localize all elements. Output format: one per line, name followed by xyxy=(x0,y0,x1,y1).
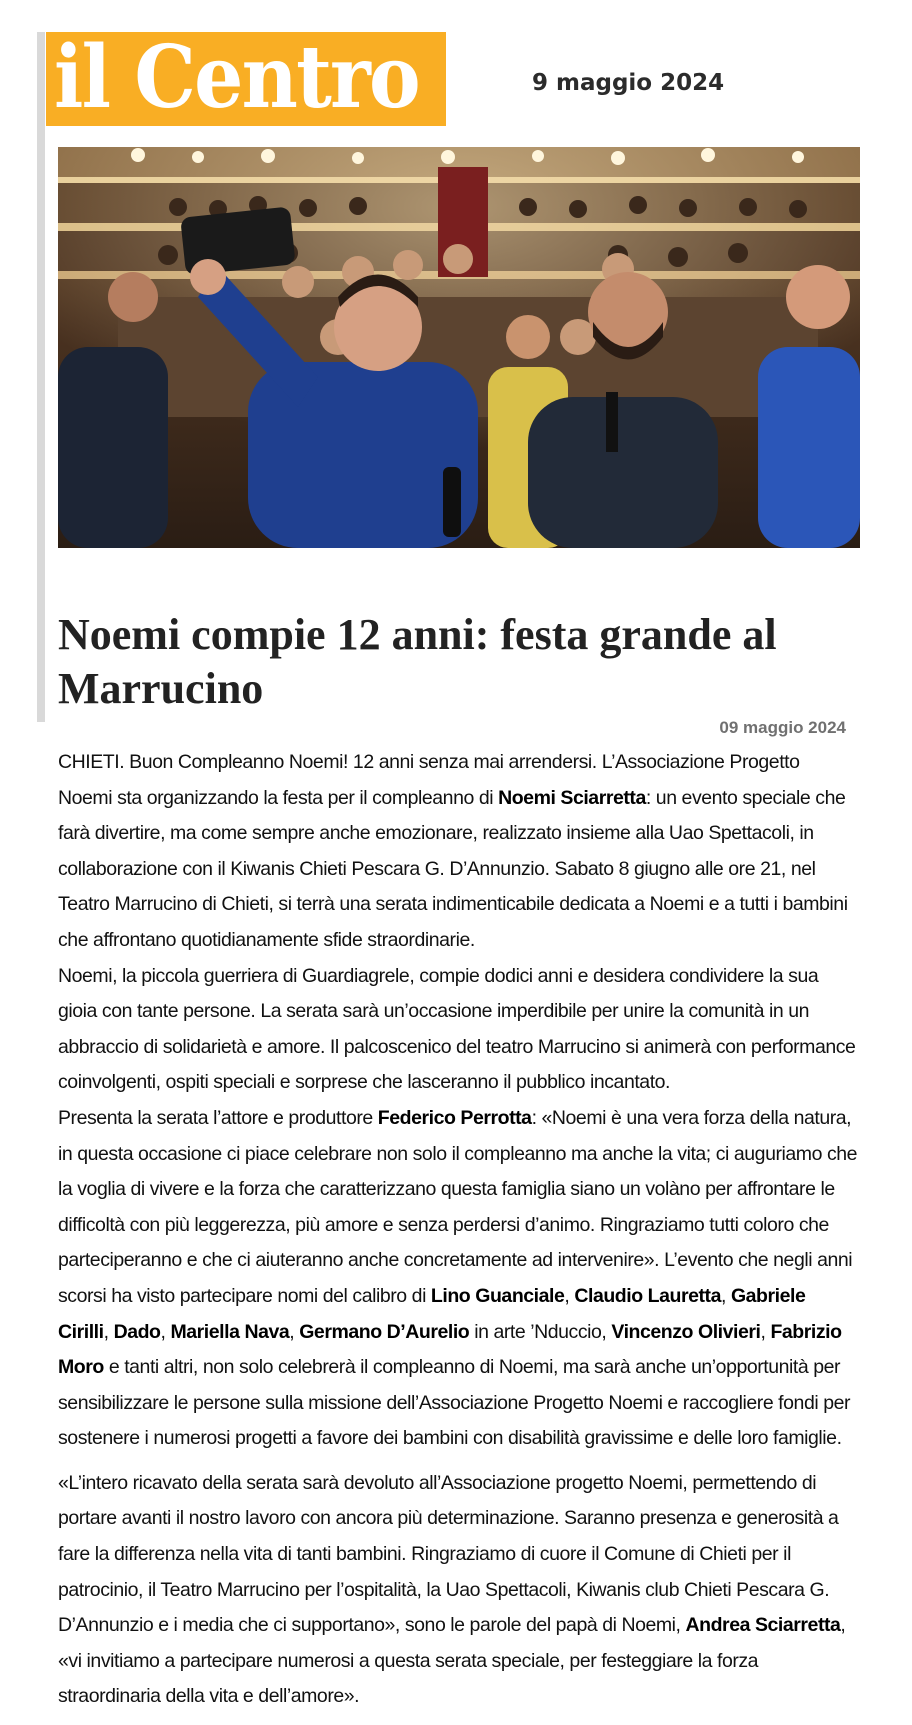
person-name: Vincenzo Olivieri xyxy=(611,1320,761,1343)
person-name: Claudio Lauretta xyxy=(574,1284,721,1307)
header-date: 9 maggio 2024 xyxy=(532,70,725,96)
person-name: Dado xyxy=(113,1320,161,1343)
side-rule xyxy=(37,32,45,722)
paragraph-text: : un evento speciale che farà divertire, ma come sempre anche emozionare, realizzato insieme alla Uao Spettacoli, in collaborazione con il Kiwanis Chieti Pescara G. D’Annunzio. Sabato 8 giugno alle ore 21, nel Teatro Marrucino di Chieti, si terrà una serata indimenticabile dedicata a Noemi e a tutti i bambini che affrontano quotidianamente sfide straordinarie. xyxy=(58,786,848,951)
article-paragraph xyxy=(58,959,858,1101)
newspaper-logo[interactable] xyxy=(46,32,446,126)
logo-text: il Centro xyxy=(54,32,419,126)
paragraph-text: , xyxy=(160,1320,171,1343)
paragraph-text: Presenta la serata l’attore e produttore xyxy=(58,1106,378,1129)
article-paragraph xyxy=(58,1101,858,1457)
article-photo xyxy=(58,147,860,548)
paragraph-text: , xyxy=(760,1320,771,1343)
article-date: 09 maggio 2024 xyxy=(719,718,846,737)
article-headline: Noemi compie 12 anni: festa grande al Marrucino xyxy=(58,610,777,713)
paragraph-text: , xyxy=(103,1320,114,1343)
paragraph-text: , xyxy=(289,1320,300,1343)
person-name: Germano D’Aurelio xyxy=(299,1320,470,1343)
article-paragraph xyxy=(58,1466,858,1715)
paragraph-text: Noemi, la piccola guerriera di Guardiagrele, compie dodici anni e desidera condividere la sua gioia con tante persone. La serata sarà un’occasione imperdibile per unire la comunità in un abbraccio di solidarietà e amore. Il palcoscenico del teatro Marrucino si animerà con performance coinvolgenti, ospiti speciali e sorprese che lasceranno il pubblico incantato. xyxy=(58,964,856,1094)
person-name: Federico Perrotta xyxy=(377,1106,532,1129)
person-name: Lino Guanciale xyxy=(430,1284,565,1307)
person-name: Noemi Sciarretta xyxy=(498,786,646,809)
person-name: Mariella Nava xyxy=(170,1320,290,1343)
article-paragraph xyxy=(58,745,858,959)
paragraph-text: : «Noemi è una vera forza della natura, in questa occasione ci piace celebrare non solo il compleanno ma anche la vita; ci auguriamo che la voglia di vivere e la forza che caratterizzano questa famiglia siano un volàno per affrontare le difficoltà con più leggerezza, più amore e senza perdersi d’animo. Ringraziamo tutti coloro che parteciperanno e che ci aiuteranno anche concretamente ad intervenire». L’evento che negli anni scorsi ha visto partecipare nomi del calibro di xyxy=(58,1106,858,1307)
paragraph-text: , xyxy=(721,1284,731,1307)
paragraph-text: , xyxy=(564,1284,575,1307)
paragraph-text: «L’intero ricavato della serata sarà devoluto all’Associazione progetto Noemi, permettendo di portare avanti il nostro lavoro con ancora più determinazione. Saranno presenza e generosità a fare la differenza nella vita di tanti bambini. Ringraziamo di cuore il Comune di Chieti per il patrocinio, il Teatro Marrucino per l’ospitalità, la Uao Spettacoli, Kiwanis club Chieti Pescara G. D’Annunzio e i media che ci supportano», sono le parole del papà di Noemi, xyxy=(58,1471,839,1637)
paragraph-text: e tanti altri, non solo celebrerà il compleanno di Noemi, ma sarà anche un’opportunità per sensibilizzare le persone sulla missione dell’Associazione Progetto Noemi e raccogliere fondi per sostenere i numerosi progetti a favore dei bambini con disabilità gravissime e delle loro famiglie. xyxy=(58,1356,851,1450)
person-name: Gabriele Cirilli xyxy=(58,1284,806,1343)
paragraph-text: in arte ’Nduccio, xyxy=(469,1320,612,1343)
paragraph-text: , «vi invitiamo a partecipare numerosi a questa serata speciale, per festeggiare la forza straordinaria della vita e dell’amore». xyxy=(58,1614,846,1708)
person-name: Andrea Sciarretta xyxy=(685,1614,841,1637)
paragraph-text: CHIETI. Buon Compleanno Noemi! 12 anni senza mai arrendersi. L’Associazione Progetto Noemi sta organizzando la festa per il compleanno di xyxy=(58,751,800,809)
person-name: Fabrizio Moro xyxy=(58,1320,842,1379)
article-body xyxy=(58,745,858,1715)
